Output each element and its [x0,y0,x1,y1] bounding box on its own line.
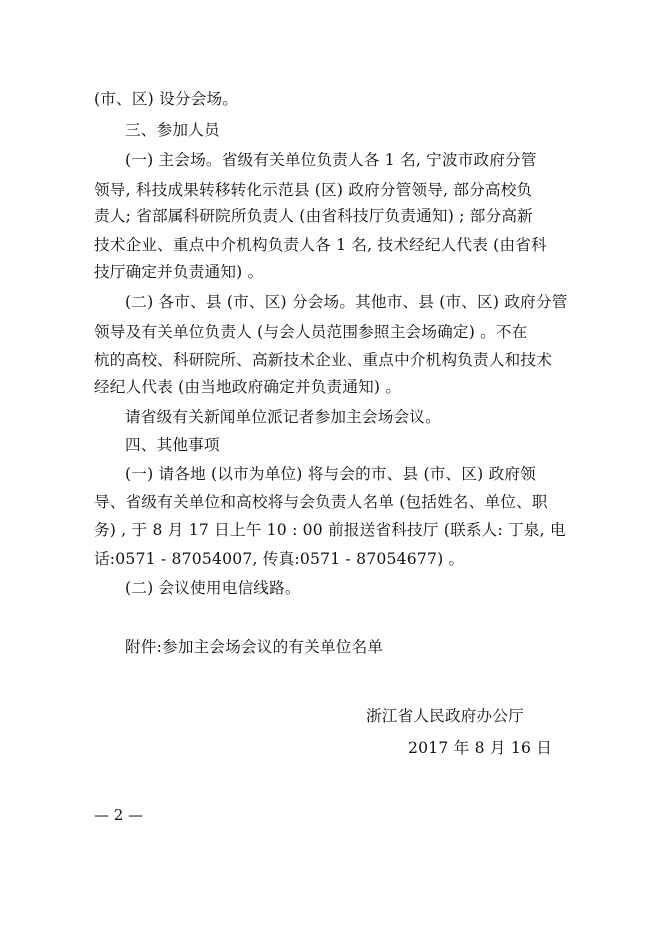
body-line-4: 领导, 科技成果转移转化示范县 (区) 政府分管领导, 部分高校负 [94,181,533,199]
section-heading-other-matters: 四、其他事项 [125,436,220,454]
body-line-12: 请省级有关新闻单位派记者参加主会场会议。 [125,408,441,426]
body-line-1: (市、区) 设分会场。 [94,90,239,108]
issue-date: 2017 年 8 月 16 日 [408,739,553,757]
body-line-16: 务) , 于 8 月 17 日上午 10 : 00 前报送省科技厅 (联系人: 丁泉, 电 [94,521,566,539]
body-line-3: (一) 主会场。省级有关单位负责人各 1 名, 宁波市政府分管 [125,151,537,169]
attachment-note: 附件:参加主会场会议的有关单位名单 [125,638,384,656]
page-number: — 2 — [94,806,144,824]
body-line-17: 话:0571 - 87054007, 传真:0571 - 87054677) 。 [94,550,465,568]
body-line-8: (二) 各市、县 (市、区) 分会场。其他市、县 (市、区) 政府分管 [125,293,568,311]
body-line-14: (一) 请各地 (以市为单位) 将与会的市、县 (市、区) 政府领 [125,465,536,483]
body-line-5: 责人; 省部属科研院所负责人 (由省科技厅负责通知) ; 部分高新 [94,207,533,225]
body-line-15: 导、省级有关单位和高校将与会负责人名单 (包括姓名、单位、职 [94,493,548,511]
body-line-6: 技术企业、重点中介机构负责人各 1 名, 技术经纪人代表 (由省科 [94,236,547,254]
body-line-9: 领导及有关单位负责人 (与会人员范围参照主会场确定) 。不在 [94,323,528,341]
body-line-10: 杭的高校、科研院所、高新技术企业、重点中介机构负责人和技术 [94,351,553,369]
body-line-18: (二) 会议使用电信线路。 [125,579,301,597]
body-line-7: 技厅确定并负责通知) 。 [94,263,264,281]
issuer-name: 浙江省人民政府办公厅 [366,707,524,725]
section-heading-participants: 三、参加人员 [125,121,220,139]
body-line-11: 经纪人代表 (由当地政府确定并负责通知) 。 [94,378,402,396]
